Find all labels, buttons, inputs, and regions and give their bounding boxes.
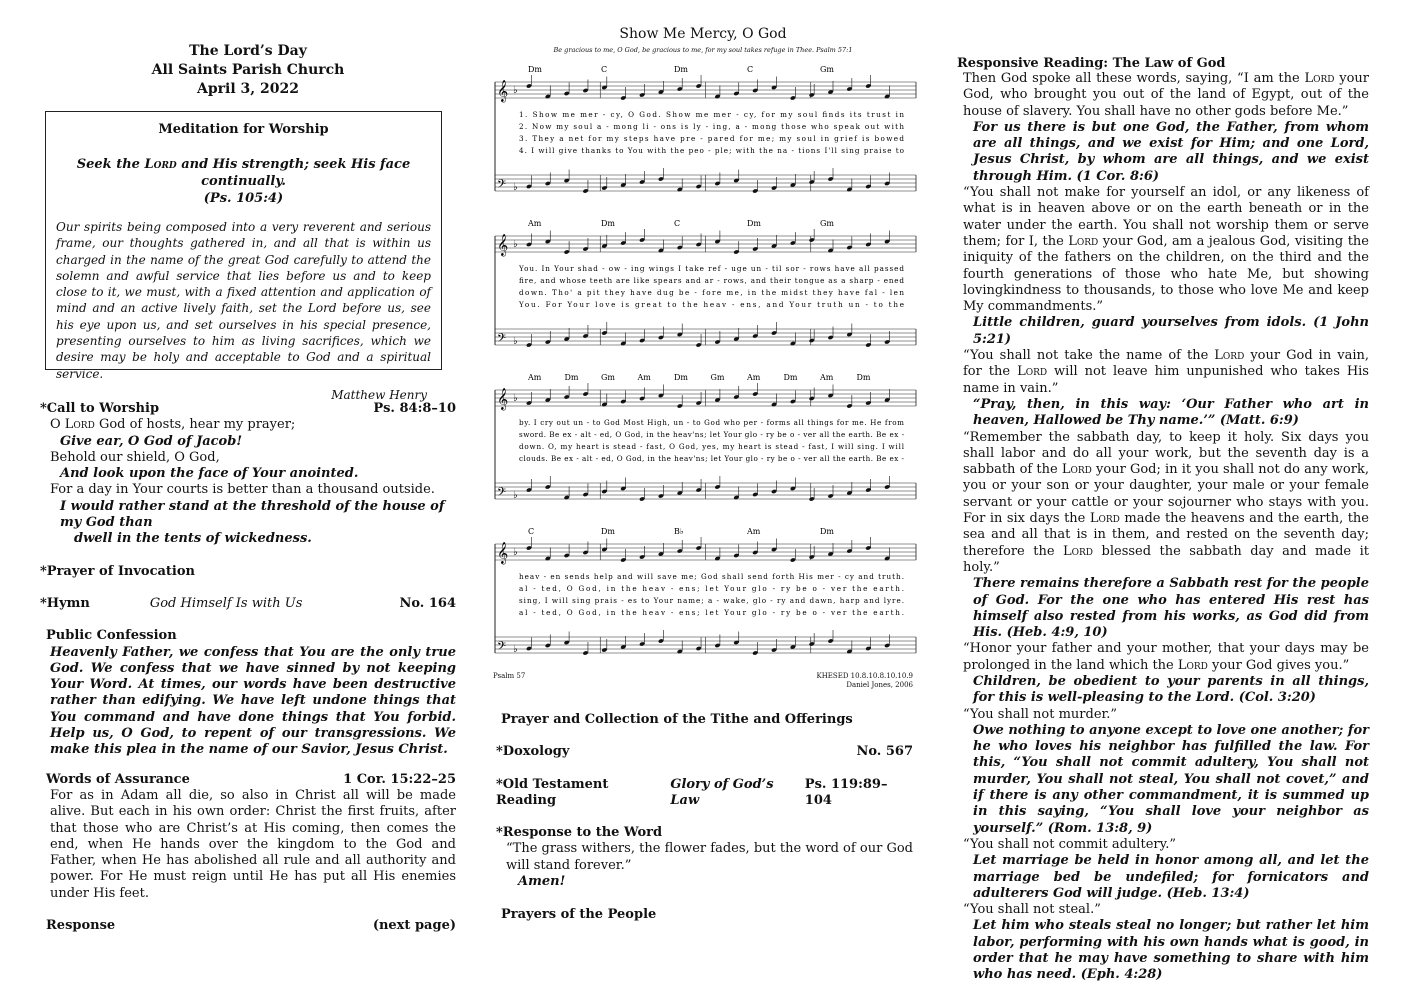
lyric-line: clouds. Be ex - alt - ed, O God, in the heav'ns; let Your glo - ry be o - ver all the earth. Be ex - xyxy=(519,454,904,463)
public-confession xyxy=(40,628,456,758)
music-system xyxy=(493,216,913,370)
music-system xyxy=(493,370,913,524)
music-source: Psalm 57 xyxy=(493,672,526,680)
reading-title: Responsive Reading: The Law of God xyxy=(957,56,1226,71)
treble-clef-icon: 𝄞 xyxy=(497,80,509,102)
bass-staff xyxy=(495,168,916,194)
lyric-line: 2. Now my soul a - mong li - ons is ly - ing, a - mong those who speak out with xyxy=(519,122,904,131)
prayer-of-invocation: *Prayer of Invocation xyxy=(40,563,195,579)
reading-leader: “Honor your father and your mother, that your days may be prolonged in the land which the Lord your God gives you.” xyxy=(963,641,1369,673)
lyric-line: 1. Show me mer - cy, O God. Show me mer - cy, for my soul finds its trust in xyxy=(519,110,905,119)
page-title: The Lord’s Day xyxy=(189,43,307,59)
reading-response: “Pray, then, in this way: ‘Our Father who art in heaven, Hallowed be Thy name.’” (Matt. 6:9) xyxy=(973,396,1369,429)
reading-leader: “You shall not commit adultery.” xyxy=(963,836,1176,852)
ot-reading-ref: Ps. 119:89–104 xyxy=(804,776,888,808)
doxology-number: No. 567 xyxy=(856,744,913,760)
lyric-line: down. Tho' a pit they have dug be - fore me, in the midst they have fal - len xyxy=(519,288,904,297)
chord-symbol: Am xyxy=(820,373,834,382)
lyric-line: heav - en sends help and will save me; God shall send forth His mer - cy and truth. xyxy=(519,572,904,581)
right-column xyxy=(957,0,1369,984)
call-title: *Call to Worship xyxy=(40,401,160,416)
chord-symbol: C xyxy=(747,65,754,74)
hymn-epigraph: Be gracious to me, O God, be gracious to me, for my soul takes refuge in Thee. Psalm 57:1 xyxy=(553,46,853,54)
reading-leader: “You shall not take the name of the Lord your God in vain, for the Lord will not leave him unpunished who takes His name in vain.” xyxy=(963,348,1369,396)
confession-text: Heavenly Father, we confess that You are the only true God. We confess that we have sinned by not keeping Your Word. At times, our words have been destructive rather than edifying. We have left undone things that You command and have done things that You forbid. Help us, O God, to repent of our transgressions. We make this plea in the name of our Savior, Jesus Christ. xyxy=(50,644,456,758)
staff-svg xyxy=(493,62,918,216)
words-of-assurance xyxy=(40,772,456,902)
chord-symbol: Dm xyxy=(856,373,871,382)
chord-symbol: Am xyxy=(747,373,761,382)
hymn-line xyxy=(40,596,456,612)
chord-symbol: Am xyxy=(637,373,651,382)
lyric-line: down. O, my heart is stead - fast, O God, yes, my heart is stead - fast, I will sing. I will xyxy=(519,442,904,451)
verse-ref: (Ps. 105:4) xyxy=(203,191,284,206)
reading-response: Let marriage be held in honor among all, and let the marriage bed be undefiled; for fornicators and adulterers God will judge. (Heb. 13:4) xyxy=(973,853,1369,901)
bass-clef-icon: 𝄢 xyxy=(497,640,507,656)
chord-symbol: Am xyxy=(747,527,761,536)
reading-leader: “You shall not steal.” xyxy=(963,902,1101,918)
meditation-verse xyxy=(56,156,431,207)
chord-symbol: Am xyxy=(528,373,542,382)
call-response: Give ear, O God of Jacob! xyxy=(60,433,243,449)
call-line: Behold our shield, O God, xyxy=(50,449,220,465)
key-flat-icon: ♭ xyxy=(513,239,518,250)
chord-symbol: Dm xyxy=(674,65,688,74)
rtw-title: *Response to the Word xyxy=(496,825,663,841)
church-name: All Saints Parish Church xyxy=(151,62,345,78)
key-flat-icon: ♭ xyxy=(513,85,518,96)
assurance-title: Words of Assurance xyxy=(46,771,190,787)
reading-response: For us there is but one God, the Father, from whom are all things, and we exist for Him; and one Lord, Jesus Christ, by whom are all things, and we exist through Him. (1 Cor. 8:6) xyxy=(973,119,1369,184)
call-ref: Ps. 84:8–10 xyxy=(373,401,456,416)
chord-symbol: Dm xyxy=(564,373,579,382)
bass-staff xyxy=(495,476,916,502)
chord-symbol: C xyxy=(528,527,535,536)
reading-response: Let him who steals steal no longer; but rather let him labor, performing with his own hands what is good, in order that he may have something to share with him who has need. (Eph. 4:28) xyxy=(973,918,1369,983)
key-flat-icon: ♭ xyxy=(513,490,518,501)
lyric-line: 4. I will give thanks to You with the peo - ple; with the na - tions I'll sing praise to xyxy=(519,146,904,155)
left-column xyxy=(40,0,456,934)
music-composer: Daniel Jones, 2006 xyxy=(846,681,913,689)
bass-staff xyxy=(495,630,916,656)
chord-symbol: C xyxy=(674,219,681,228)
treble-clef-icon: 𝄞 xyxy=(497,234,509,256)
meditation-author: Matthew Henry xyxy=(331,387,427,402)
prayers-line: Prayers of the People xyxy=(501,907,657,923)
chord-symbol: Gm xyxy=(820,65,834,74)
chord-symbol: Dm xyxy=(674,373,688,382)
treble-staff xyxy=(495,383,916,411)
hymn-music-title: Show Me Mercy, O God xyxy=(619,26,787,42)
lyric-line: al - ted, O God, in the heav - ens; let Your glo - ry be o - ver the earth. xyxy=(519,584,904,593)
bass-clef-icon: 𝄢 xyxy=(497,332,507,348)
lyric-line: by. I cry out un - to God Most High, un - to God who per - forms all things for me. He from xyxy=(519,418,904,427)
hymn-title: God Himself Is with Us xyxy=(149,595,303,611)
middle-column xyxy=(493,0,913,924)
staff-svg xyxy=(493,524,918,678)
chord-symbol: Am xyxy=(528,219,542,228)
chord-symbol: C xyxy=(601,65,608,74)
lyric-line: You. For Your love is great to the heav - ens, and Your truth un - to the xyxy=(519,300,904,309)
assurance-text: For as in Adam all die, so also in Christ all will be made alive. But each in his own order: Christ the first fruits, after that those who are Christ’s at His coming, then comes the end, when He hands over the kingdom to the God and Father, when He has abolished all rule and all authority and power. For He must reign until He has put all His enemies under His feet. xyxy=(50,787,456,901)
reading-leader: “You shall not murder.” xyxy=(963,706,1118,722)
music-meter: KHESED 10.8.10.8.10.10.9 xyxy=(816,672,913,680)
chord-symbol: Dm xyxy=(601,527,615,536)
chord-symbol: B♭ xyxy=(674,527,684,536)
key-flat-icon: ♭ xyxy=(513,336,518,347)
call-response: And look upon the face of Your anointed. xyxy=(60,466,359,482)
key-flat-icon: ♭ xyxy=(513,547,518,558)
chord-symbol: Dm xyxy=(747,219,761,228)
reading-response: Children, be obedient to your parents in all things, for this is well-pleasing to the Lord. (Col. 3:20) xyxy=(973,673,1369,706)
reading-response: There remains therefore a Sabbath rest for the people of God. For the one who has entered His rest has himself also rested from his works, as God did from His. (Heb. 4:9, 10) xyxy=(973,576,1369,641)
lord-smallcaps: Lord xyxy=(144,157,177,172)
chord-symbol: Gm xyxy=(710,373,725,382)
call-response: dwell in the tents of wickedness. xyxy=(74,531,312,547)
chord-symbol: Dm xyxy=(528,65,542,74)
bass-staff xyxy=(495,322,916,348)
lyric-line: 3. They a net for my steps have pre - pared for me; my soul in grief is bowed xyxy=(519,134,905,143)
chord-symbol: Dm xyxy=(601,219,615,228)
treble-clef-icon: 𝄞 xyxy=(497,388,509,410)
bass-clef-icon: 𝄢 xyxy=(497,486,507,502)
lyric-line: sing, I will sing prais - es to Your name; a - wake, glo - ry and dawn, harp and lyre. xyxy=(519,596,904,605)
bass-clef-icon: 𝄢 xyxy=(497,178,507,194)
chord-symbol: Dm xyxy=(820,527,834,536)
meditation-box xyxy=(45,111,442,402)
reading-response: Little children, guard yourselves from idols. (1 John 5:21) xyxy=(973,315,1369,347)
lyric-line: al - ted, O God, in the heav - ens; let Your glo - ry be o - ver the earth. xyxy=(519,608,904,617)
staff-svg xyxy=(493,216,918,370)
doxology-line xyxy=(493,744,913,760)
key-flat-icon: ♭ xyxy=(513,644,518,655)
assurance-ref: 1 Cor. 15:22–25 xyxy=(343,771,456,787)
reading-leader: Then God spoke all these words, saying, “I am the Lord your God, who brought you out of the land of Egypt, out of the house of slavery. You shall have no other gods before Me.” xyxy=(963,71,1369,119)
response-line xyxy=(40,918,456,934)
verse-text: Seek the xyxy=(76,157,145,172)
doxology-label: *Doxology xyxy=(496,744,570,760)
service-date: April 3, 2022 xyxy=(197,81,299,97)
music-system xyxy=(493,524,913,678)
lyric-line: You. In Your shad - ow - ing wings I take ref - uge un - til sor - rows have all passed xyxy=(519,264,905,273)
hymn-number: No. 164 xyxy=(399,595,456,611)
lyric-line: fire, and whose teeth are like spears and ar - rows, and their tongue as a sharp - ened xyxy=(519,276,905,285)
lyric-line: sword. Be ex - alt - ed, O God, in the heav'ns; let Your glo - ry be o - ver all the earth. Be ex - xyxy=(519,430,904,439)
chord-symbol: Dm xyxy=(783,373,798,382)
meditation-quote: Our spirits being composed into a very reverent and serious frame, our thoughts gathered in, and all that is within us charged in the name of the great God carefully to attend the solemn and awful service that lies before us and to keep close to it, we must, with a fixed attention and application of mind and an active lively faith, set the Lord before us, see his eye upon us, and set ourselves in his special presence, presenting ourselves to him as living sacrifices, which we desire may be holy and acceptable to God and a spiritual service. xyxy=(56,220,431,381)
key-flat-icon: ♭ xyxy=(513,182,518,193)
call-to-worship xyxy=(40,401,456,548)
call-line: For a day in Your courts is better than a thousand outside. xyxy=(50,482,435,498)
call-response: I would rather stand at the threshold of the house of my God than xyxy=(60,498,445,531)
key-flat-icon: ♭ xyxy=(513,393,518,404)
rtw-text: “The grass withers, the flower fades, but the word of our God will stand forever.” xyxy=(506,841,913,873)
reading-response: Owe nothing to anyone except to love one another; for he who loves his neighbor has fulfilled the law. For this, “You shall not commit adultery, You shall not murder, You shall not steal, You shall not covet,” and if there is any other commandment, it is summed up in this saying, “You shall love your neighbor as yourself.” (Rom. 13:8, 9) xyxy=(973,722,1369,836)
call-line: O Lord God of hosts, hear my prayer; xyxy=(50,417,296,433)
response-label: Response xyxy=(46,918,116,934)
confession-title: Public Confession xyxy=(46,628,177,644)
treble-staff xyxy=(495,537,916,565)
offering-line: Prayer and Collection of the Tithe and Offerings xyxy=(501,712,853,727)
response-to-word xyxy=(493,825,913,890)
reading-leader: “You shall not make for yourself an idol, or any likeness of what is in heaven above or on the earth beneath or in the water under the earth. You shall not worship them or serve them; for I, the Lord your God, am a jealous God, visiting the iniquity of the fathers on the children, on the third and the fourth generations of those who hate Me, but showing lovingkindness to thousands, to those who love Me and keep My commandments.” xyxy=(963,185,1369,315)
verse-text: and His strength; seek His face continually. xyxy=(176,157,411,189)
treble-clef-icon: 𝄞 xyxy=(497,542,509,564)
hymn-label: *Hymn xyxy=(40,595,90,611)
music-system xyxy=(493,62,913,216)
chord-symbol: Gm xyxy=(820,219,834,228)
rtw-amen: Amen! xyxy=(518,874,566,890)
ot-reading-line xyxy=(493,777,913,810)
ot-reading-label: *Old Testament Reading xyxy=(496,776,609,808)
chord-symbol: Gm xyxy=(601,373,615,382)
ot-reading-title: Glory of God’s Law xyxy=(670,776,774,808)
treble-staff xyxy=(495,75,916,103)
music-score xyxy=(493,62,913,678)
reading-leader: “Remember the sabbath day, to keep it holy. Six days you shall labor and do all your work, but the seventh day is a sabbath of the Lord your God; in it you shall not do any work, you or your son or your daughter, your male or your female servant or your cattle or your sojourner who stays with you. For in six days the Lord made the heavens and the earth, the sea and all that is in them, and rested on the seventh day; therefore the Lord blessed the sabbath day and made it holy.” xyxy=(963,429,1369,575)
staff-svg xyxy=(493,370,918,524)
treble-staff xyxy=(495,229,916,257)
response-note: (next page) xyxy=(372,918,456,934)
meditation-title: Meditation for Worship xyxy=(158,122,329,137)
